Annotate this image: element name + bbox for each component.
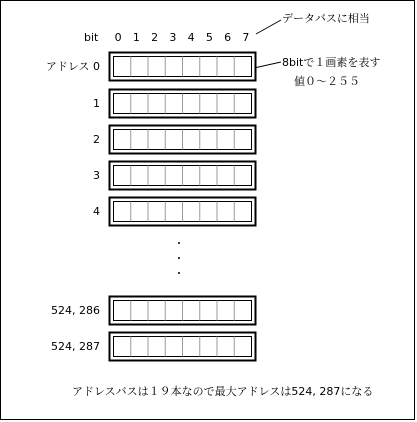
bit-number: 2 [151,31,159,44]
bit-number: 6 [224,31,232,44]
memory-rows-bottom [51,297,255,361]
memory-row [93,198,256,226]
pixel-note-line2: 値０～２５５ [294,75,360,88]
continuation-dot: ・ [173,267,185,280]
bit-number: 7 [242,31,250,44]
bit-number: 5 [205,31,213,44]
address-label: 4 [93,205,100,218]
memory-row [46,53,256,81]
data-bus-note: データバスに相当 [282,12,370,25]
memory-row [93,126,256,154]
bit-number: 1 [132,31,140,44]
bit-number: 4 [187,31,195,44]
data-bus-leader-line [256,20,281,34]
memory-row [51,333,255,361]
bit-header-label: bit [84,31,99,44]
bit-number: 0 [114,31,122,44]
memory-rows-top [46,53,256,226]
continuation-dot: ・ [173,237,185,250]
continuation-dot: ・ [173,252,185,265]
address-label: 1 [93,97,100,110]
memory-row [51,297,255,325]
address-label: 3 [93,169,100,182]
memory-row [93,162,256,190]
address-label: 2 [93,133,100,146]
bit-number: 3 [169,31,177,44]
continuation-dots [174,237,185,280]
pixel-note-leader-line [254,62,281,68]
bit-number-row [115,31,250,44]
address-label: 524, 286 [51,304,100,317]
address-label: 524, 287 [51,340,100,353]
address-label: アドレス 0 [45,60,100,73]
footer-note: アドレスバスは１９本なので最大アドレスは524, 287になる [72,385,374,398]
pixel-note-line1: 8bitで１画素を表す [282,56,381,69]
memory-row [93,90,256,118]
